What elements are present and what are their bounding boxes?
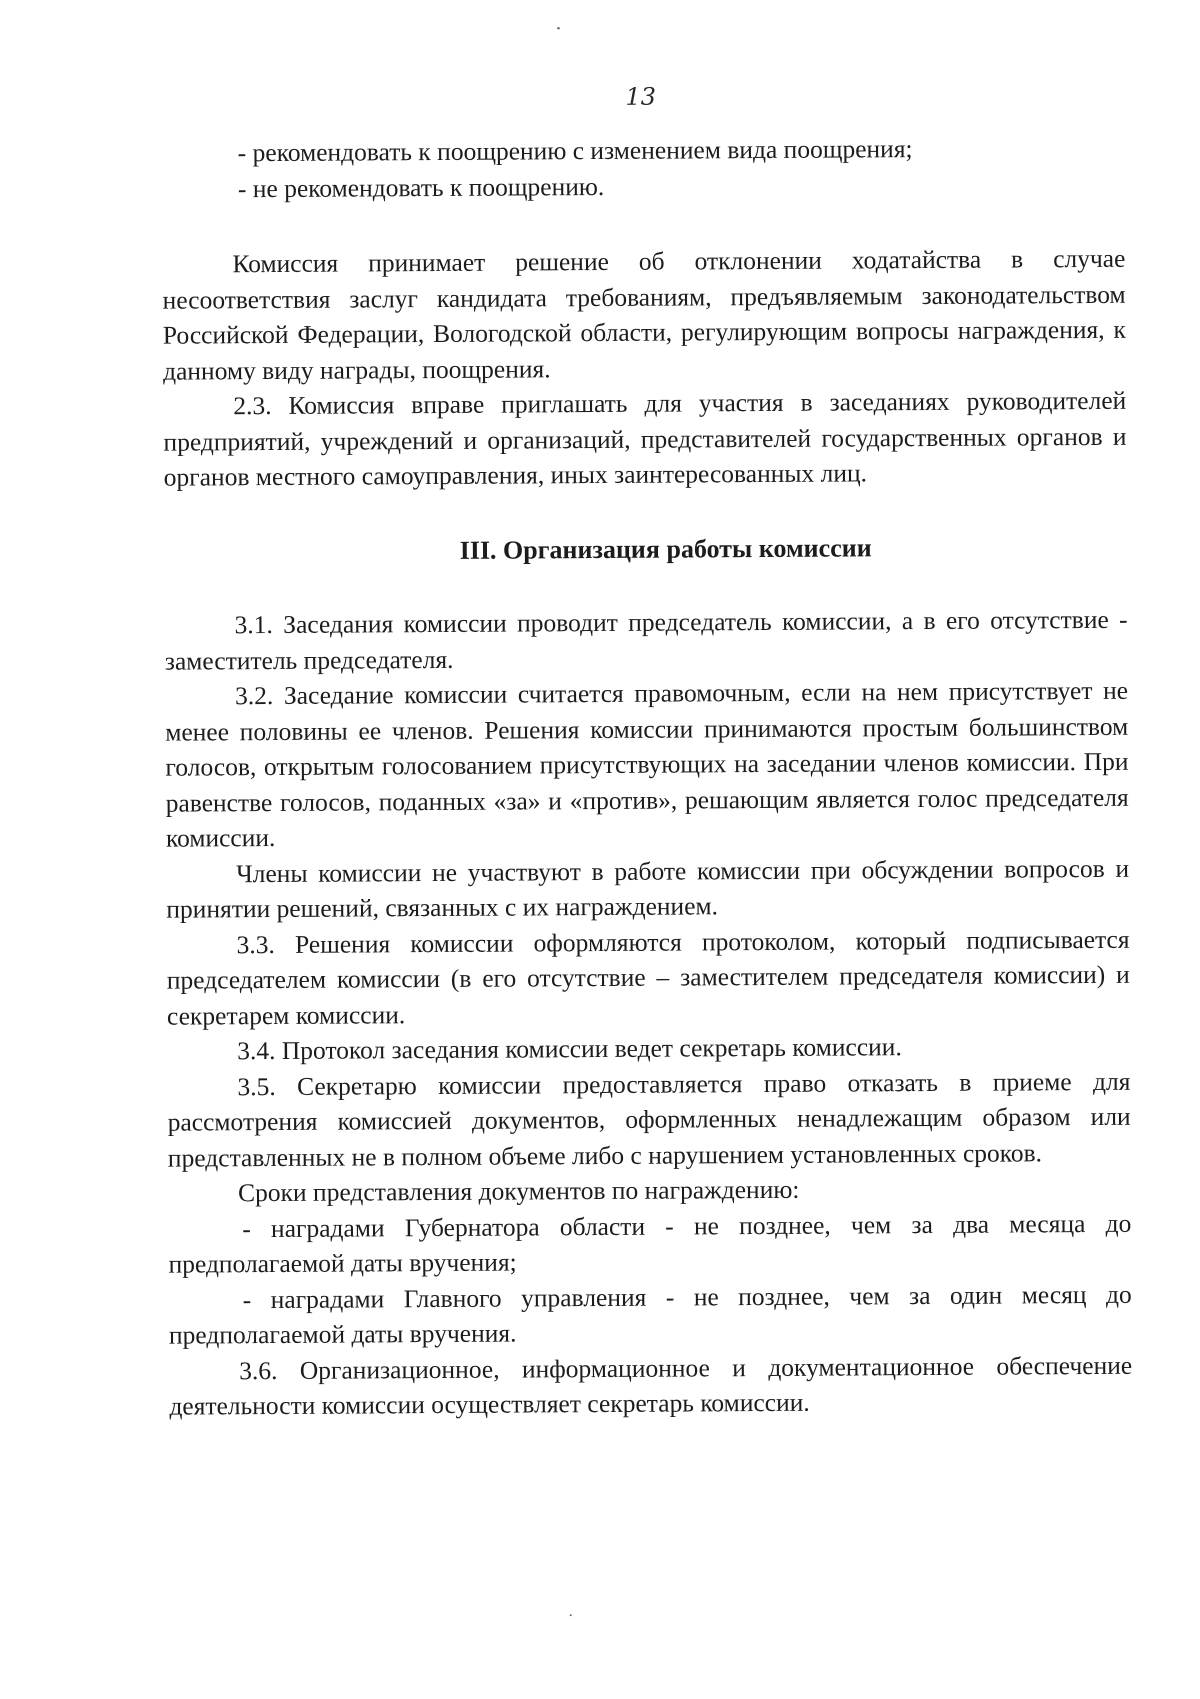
paragraph-item-3-4: 3.4. Протокол заседания комиссии ведет секретарь комиссии.: [237, 1032, 902, 1066]
scan-speck: [570, 1614, 572, 1616]
list-item-recommend-change: - рекомендовать к поощрению с изменением вида поощрения;: [237, 134, 913, 168]
paragraph-deadlines-intro: Сроки представления документов по награждению:: [237, 1174, 800, 1208]
paragraph-deadline-governor: - наградами Губернатора области - не позднее, чем за два месяца до предполагаемой даты вручения;: [168, 1208, 1132, 1279]
paragraph-item-3-6: 3.6. Организационное, информационное и документационное обеспечение деятельности комиссии осуществляет секретарь комиссии.: [169, 1350, 1133, 1421]
paragraph-rejection-decision: Комиссия принимает решение об отклонении ходатайства в случае несоответствия заслуг кандидата требованиям, предъявляемым законодательством Российской Федерации, Вологодской области, регулирующим вопросы награждения, к данному виду награды, поощрения.: [162, 243, 1126, 386]
paragraph-item-3-5: 3.5. Секретарю комиссии предоставляется право отказать в приеме для рассмотрения комиссией документов, оформленных ненадлежащим образом или представленных не в полном объеме либо с нарушением установленных сроков.: [167, 1066, 1131, 1173]
spacer: [164, 489, 1127, 534]
section-heading: III. Организация работы комиссии: [459, 532, 872, 565]
paragraph-deadline-main-dept: - наградами Главного управления - не позднее, чем за один месяц до предполагаемой даты вручения.: [168, 1279, 1132, 1350]
spacer: [164, 564, 1127, 608]
paragraph-item-3-3: 3.3. Решения комиссии оформляются протоколом, который подписывается председателем комиссии (в его отсутствие – заместителем председателя комиссии) и секретарем комиссии.: [166, 924, 1130, 1031]
document-body: [162, 130, 1133, 1424]
paragraph-item-3-1: 3.1. Заседания комиссии проводит председатель комиссии, а в его отсутствие - заместитель председателя.: [164, 604, 1128, 676]
list-item-not-recommend: - не рекомендовать к поощрению.: [237, 171, 605, 203]
paragraph-members-recusal: Члены комиссии не участвуют в работе комиссии при обсуждении вопросов и принятии решений, связанных с их награждением.: [166, 853, 1130, 924]
spacer: [162, 201, 1125, 247]
scan-speck: [557, 27, 560, 29]
paragraph-item-3-2: 3.2. Заседание комиссии считается правомочным, если на нем присутствует не менее половины ее членов. Решения комиссии принимаются простым большинством голосов, открытым голосованием присутствующих на заседании членов комиссии. При равенстве голосов, поданных «за» и «против», решающим является голос председателя комиссии.: [165, 675, 1129, 853]
paragraph-item-2-3: 2.3. Комиссия вправе приглашать для участия в заседаниях руководителей предприятий, учреждений и организаций, представителей государственных органов и органов местного самоуправления, иных заинтересованных лиц.: [163, 385, 1127, 492]
page-number: 13: [625, 82, 657, 111]
